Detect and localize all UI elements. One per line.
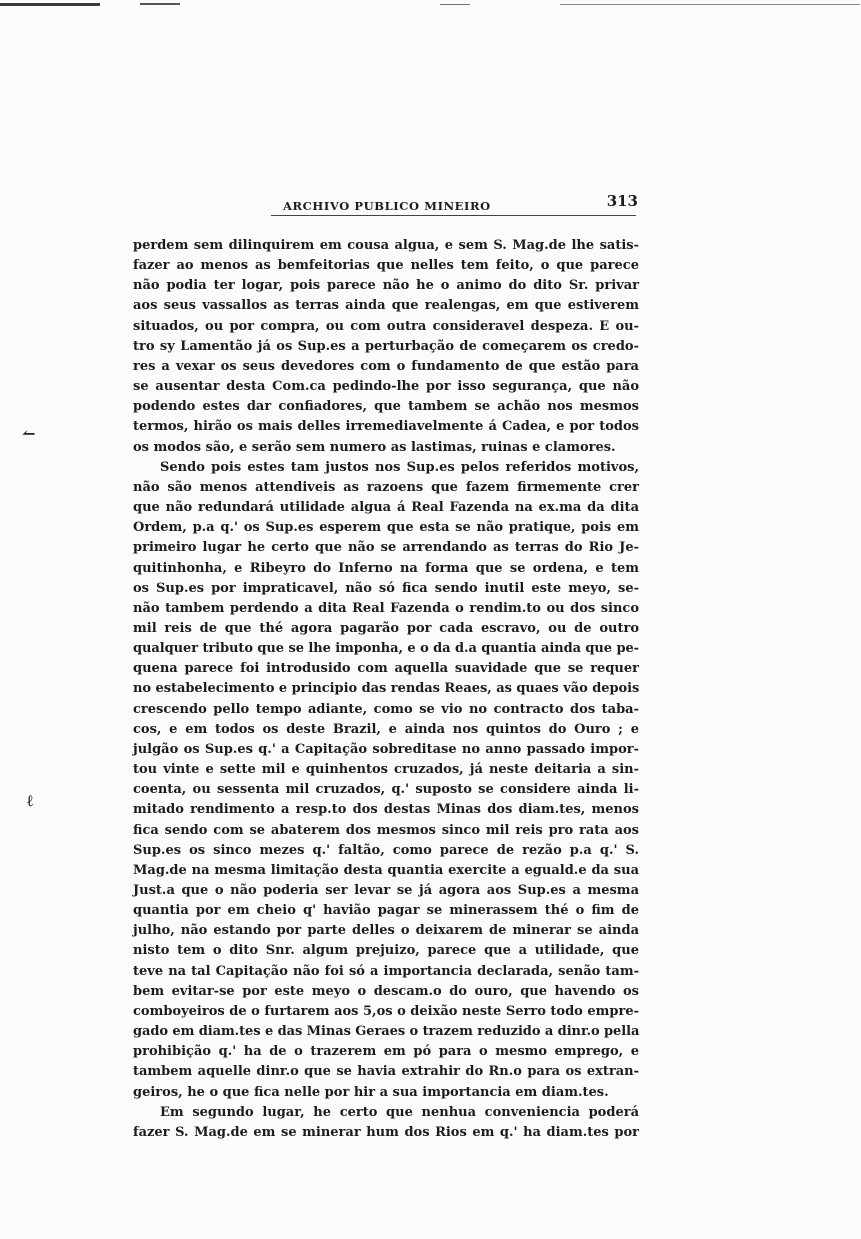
text-line: teve na tal Capitação não foi só a importancia declarada, senão tam- bbox=[133, 963, 639, 979]
page-header bbox=[133, 192, 638, 216]
text-line: quantia por em cheio q' havião pagar se minerassem thé o fim de bbox=[133, 903, 639, 919]
text-line: mil reis de que thé agora pagarão por cada escravo, ou de outro bbox=[133, 620, 639, 636]
text-line: fazer ao menos as bemfeitorias que nelles tem feito, o que parece bbox=[133, 258, 639, 274]
text-line: res a vexar os seus devedores com o fundamento de que estão para bbox=[133, 358, 639, 374]
text-line: os Sup.es por impraticavel, não só fica sendo inutil este meyo, se- bbox=[133, 580, 639, 596]
text-line: qualquer tributo que se lhe imponha, e o da d.a quantia ainda que pe- bbox=[133, 641, 639, 657]
text-line: quena parece foi introdusido com aquella suavidade que se requer bbox=[133, 661, 639, 677]
text-line: Sendo pois estes tam justos nos Sup.es pelos referidos motivos, bbox=[160, 459, 639, 475]
text-line: Sup.es os sinco mezes q.' faltão, como parece de rezão p.a q.' S. bbox=[133, 842, 639, 858]
text-line: situados, ou por compra, ou com outra consideravel despeza. E ou- bbox=[133, 318, 639, 334]
text-line: os modos são, e serão sem numero as lastimas, ruinas e clamores. bbox=[133, 439, 616, 455]
text-line: quitinhonha, e Ribeyro do Inferno na forma que se ordena, e tem bbox=[133, 560, 639, 576]
text-line: aos seus vassallos as terras ainda que realengas, em que estiverem bbox=[133, 298, 639, 314]
text-line: Em segundo lugar, he certo que nenhua conveniencia poderá bbox=[160, 1104, 639, 1120]
header-rule bbox=[271, 215, 636, 216]
top-edge-scan-artifact bbox=[0, 2, 861, 8]
text-line: tro sy Lamentão já os Sup.es a perturbação de começarem os credo- bbox=[133, 338, 639, 354]
text-line: fica sendo com se abaterem dos mesmos sinco mil reis pro rata aos bbox=[133, 822, 639, 838]
running-title: ARCHIVO PUBLICO MINEIRO bbox=[283, 199, 491, 213]
text-line: julgão os Sup.es q.' a Capitação sobreditase no anno passado impor- bbox=[133, 741, 639, 757]
text-line: mitado rendimento a resp.to dos destas Minas dos diam.tes, menos bbox=[133, 802, 639, 818]
text-line: geiros, he o que fica nelle por hir a sua importancia em diam.tes. bbox=[133, 1084, 609, 1100]
text-line: Just.a que o não poderia ser levar se já agora aos Sup.es a mesma bbox=[133, 883, 639, 898]
text-line: gado em diam.tes e das Minas Geraes o trazem reduzido a dinr.o pella bbox=[133, 1024, 640, 1040]
margin-mark-hand: ℓ bbox=[27, 791, 33, 810]
text-line: tambem aquelle dinr.o que se havia extrahir do Rn.o para os extran- bbox=[133, 1064, 639, 1080]
text-line: termos, hirão os mais delles irremediavelmente á Cadea, e por todos bbox=[133, 419, 639, 435]
text-line: primeiro lugar he certo que não se arrendando as terras do Rio Je- bbox=[133, 540, 639, 556]
text-line: não podia ter logar, pois parece não he o animo do dito Sr. privar bbox=[133, 278, 639, 294]
text-line: não tambem perdendo a dita Real Fazenda o rendim.to ou dos sinco bbox=[133, 600, 639, 616]
text-line: coenta, ou sessenta mil cruzados, q.' suposto se considere ainda li- bbox=[133, 782, 639, 798]
page-number: 313 bbox=[606, 192, 638, 210]
text-line: não são menos attendiveis as razoens que fazem firmemente crer bbox=[133, 479, 639, 495]
body-text bbox=[133, 236, 639, 1143]
text-line: crescendo pello tempo adiante, como se vio no contracto dos taba- bbox=[133, 701, 639, 717]
text-line: podendo estes dar confiadores, que tambem se achão nos mesmos bbox=[133, 399, 639, 415]
text-line: comboyeiros de o furtarem aos 5,os o deixão neste Serro todo empre- bbox=[133, 1003, 639, 1019]
text-line: bem evitar-se por este meyo o descam.o do ouro, que havendo os bbox=[133, 983, 639, 999]
text-line: prohibição q.' ha de o trazerem em pó para o mesmo emprego, e bbox=[133, 1044, 639, 1060]
text-line: fazer S. Mag.de em se minerar hum dos Rios em q.' ha diam.tes por bbox=[133, 1124, 639, 1140]
text-line: tou vinte e sette mil e quinhentos cruzados, já neste deitaria a sin- bbox=[133, 762, 639, 778]
text-line: que não redundará utilidade algua á Real Fazenda na ex.ma da dita bbox=[133, 500, 639, 516]
text-line: julho, não estando por parte delles o deixarem de minerar se ainda bbox=[133, 923, 639, 939]
text-line: Mag.de na mesma limitação desta quantia exercite a eguald.e da sua bbox=[133, 862, 639, 878]
text-line: perdem sem dilinquirem em cousa algua, e sem S. Mag.de lhe satis- bbox=[133, 238, 639, 253]
text-line: Ordem, p.a q.' os Sup.es esperem que esta se não pratique, pois em bbox=[133, 520, 639, 536]
text-line: no estabelecimento e principio das rendas Reaes, as quaes vão depois bbox=[133, 681, 640, 697]
text-line: cos, e em todos os deste Brazil, e ainda nos quintos do Ouro ; e bbox=[133, 721, 639, 737]
text-line: se ausentar desta Com.ca pedindo-lhe por isso segurança, que não bbox=[133, 379, 639, 395]
text-line: nisto tem o dito Snr. algum prejuizo, parece que a utilidade, que bbox=[133, 943, 639, 959]
margin-mark-arrow: ↼ bbox=[22, 424, 36, 443]
